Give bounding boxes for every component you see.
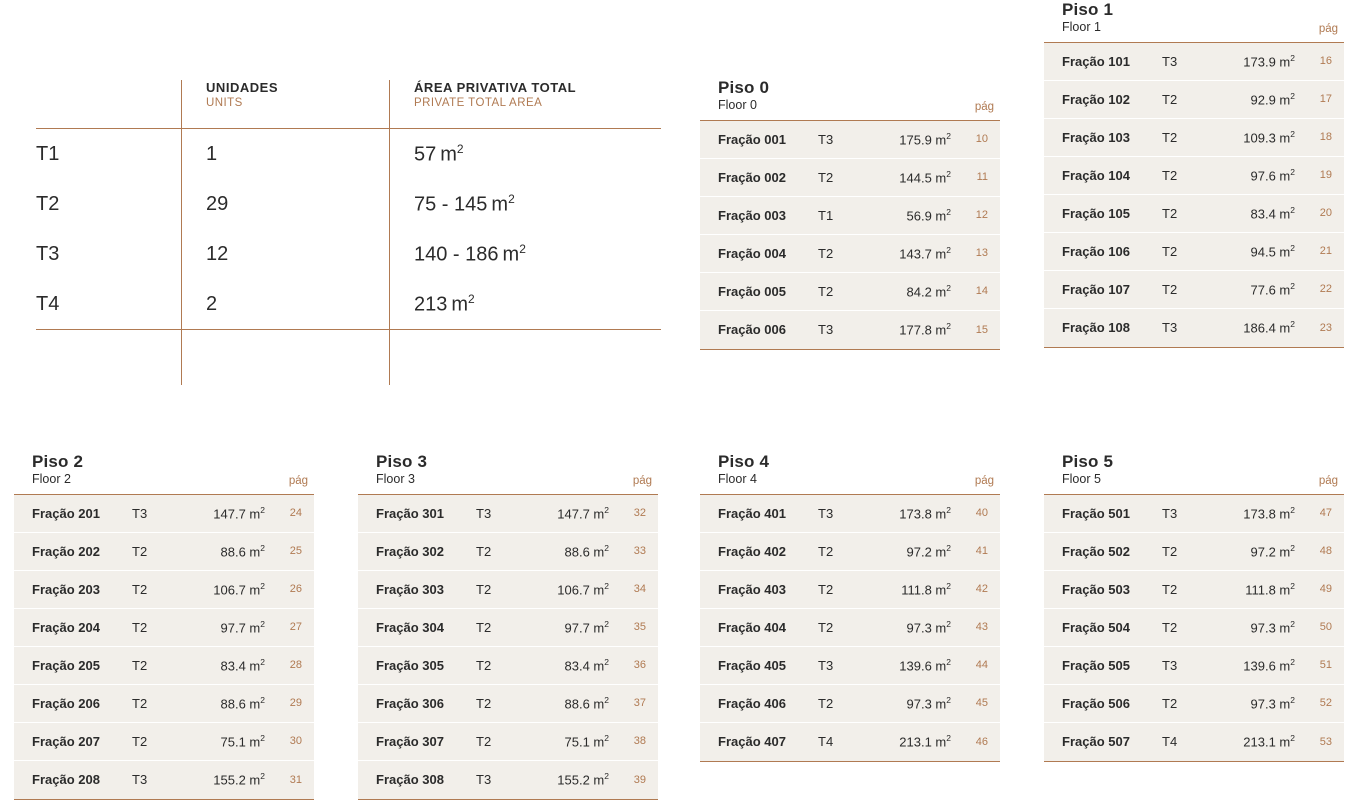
floor-title: Piso 1 bbox=[1062, 0, 1114, 19]
fraction-area: 94.5 $m^2$ bbox=[1250, 242, 1295, 260]
summary-divider-bottom bbox=[36, 329, 661, 330]
floor-header bbox=[700, 78, 1000, 120]
table-row bbox=[700, 495, 1000, 533]
fraction-typology: T2 bbox=[476, 619, 492, 635]
fraction-page-number: 23 bbox=[1319, 321, 1332, 334]
fraction-page-number: 42 bbox=[975, 583, 988, 596]
summary-cell-typology: T2 bbox=[36, 192, 60, 215]
fraction-typology: T2 bbox=[132, 695, 148, 711]
fraction-page-number: 52 bbox=[1319, 697, 1332, 710]
fraction-page-number: 33 bbox=[633, 545, 646, 558]
fraction-area: 97.2 $m^2$ bbox=[906, 542, 951, 560]
table-row bbox=[700, 159, 1000, 197]
fraction-name: Fração 307 bbox=[376, 733, 444, 749]
fraction-area: 111.8 $m^2$ bbox=[901, 580, 951, 598]
fraction-area: 106.7 $m^2$ bbox=[213, 580, 265, 598]
fraction-area: 97.7 $m^2$ bbox=[220, 618, 265, 636]
fraction-typology: T2 bbox=[132, 543, 148, 559]
summary-cell-area: 57 $m^2$ bbox=[414, 141, 464, 166]
floor-table-piso-1 bbox=[1044, 0, 1344, 348]
fraction-typology: T2 bbox=[1162, 543, 1178, 559]
table-row bbox=[1044, 723, 1344, 761]
fraction-page-number: 22 bbox=[1319, 283, 1332, 296]
fraction-typology: T3 bbox=[1162, 657, 1178, 673]
fraction-page-number: 32 bbox=[633, 507, 646, 520]
table-row bbox=[358, 761, 658, 799]
summary-cell-units: 1 bbox=[206, 142, 218, 165]
fraction-area: 175.9 $m^2$ bbox=[899, 130, 951, 148]
floor-header bbox=[14, 452, 314, 494]
fraction-area: 139.6 $m^2$ bbox=[899, 656, 951, 674]
fraction-typology: T2 bbox=[1162, 167, 1178, 183]
table-row bbox=[358, 533, 658, 571]
fraction-area: 213.1 $m^2$ bbox=[899, 733, 951, 750]
pag-label: pág bbox=[1318, 22, 1338, 35]
fraction-area: 97.2 $m^2$ bbox=[1250, 542, 1295, 560]
fraction-page-number: 19 bbox=[1319, 169, 1332, 182]
table-row bbox=[358, 495, 658, 533]
fraction-name: Fração 501 bbox=[1062, 505, 1130, 521]
table-row bbox=[14, 609, 314, 647]
fraction-area: 111.8 $m^2$ bbox=[1245, 580, 1295, 598]
table-row bbox=[1044, 685, 1344, 723]
floor-table-piso-0 bbox=[700, 78, 1000, 350]
fraction-page-number: 27 bbox=[289, 621, 302, 634]
table-row bbox=[700, 609, 1000, 647]
fraction-area: 88.6 $m^2$ bbox=[564, 542, 609, 560]
summary-row bbox=[36, 129, 661, 179]
fraction-typology: T3 bbox=[476, 505, 492, 521]
fraction-name: Fração 402 bbox=[718, 543, 786, 559]
fraction-page-number: 35 bbox=[633, 621, 646, 634]
fraction-name: Fração 308 bbox=[376, 772, 444, 788]
summary-row bbox=[36, 279, 661, 329]
fraction-name: Fração 502 bbox=[1062, 543, 1130, 559]
summary-row bbox=[36, 179, 661, 229]
summary-header-area-title: ÁREA PRIVATIVA TOTAL bbox=[414, 80, 577, 95]
floor-title: Piso 2 bbox=[32, 452, 84, 471]
summary-vline-2 bbox=[389, 80, 390, 385]
pag-label: pág bbox=[974, 474, 994, 487]
fraction-page-number: 48 bbox=[1319, 545, 1332, 558]
fraction-area: 75.1 $m^2$ bbox=[220, 732, 265, 750]
fraction-name: Fração 207 bbox=[32, 733, 100, 749]
fraction-page-number: 20 bbox=[1319, 207, 1332, 220]
fraction-page-number: 44 bbox=[975, 659, 988, 672]
fraction-name: Fração 208 bbox=[32, 772, 100, 788]
fraction-area: 97.3 $m^2$ bbox=[1250, 618, 1295, 636]
fraction-page-number: 26 bbox=[289, 583, 302, 596]
table-row bbox=[700, 533, 1000, 571]
fraction-area: 155.2 $m^2$ bbox=[557, 771, 609, 788]
table-row bbox=[1044, 609, 1344, 647]
fraction-name: Fração 106 bbox=[1062, 243, 1130, 259]
summary-cell-area: 75 - 145 $m^2$ bbox=[414, 191, 515, 216]
floor-rows bbox=[14, 494, 314, 800]
fraction-area: 92.9 $m^2$ bbox=[1250, 90, 1295, 108]
fraction-typology: T2 bbox=[132, 657, 148, 673]
table-row bbox=[1044, 195, 1344, 233]
fraction-typology: T2 bbox=[476, 657, 492, 673]
fraction-typology: T2 bbox=[1162, 129, 1178, 145]
table-row bbox=[358, 685, 658, 723]
fraction-name: Fração 103 bbox=[1062, 129, 1130, 145]
fraction-name: Fração 006 bbox=[718, 322, 786, 338]
fraction-area: 88.6 $m^2$ bbox=[220, 694, 265, 712]
table-row bbox=[1044, 233, 1344, 271]
fraction-name: Fração 002 bbox=[718, 169, 786, 185]
floor-title: Piso 0 bbox=[718, 78, 770, 97]
table-row bbox=[700, 723, 1000, 761]
summary-cell-typology: T3 bbox=[36, 242, 60, 265]
fraction-area: 97.3 $m^2$ bbox=[906, 694, 951, 712]
fraction-typology: T2 bbox=[132, 581, 148, 597]
table-row bbox=[1044, 119, 1344, 157]
fraction-page-number: 16 bbox=[1319, 55, 1332, 68]
fraction-page-number: 51 bbox=[1319, 659, 1332, 672]
fraction-typology: T3 bbox=[1162, 320, 1178, 336]
table-row bbox=[14, 723, 314, 761]
fraction-typology: T3 bbox=[1162, 505, 1178, 521]
floor-rows bbox=[358, 494, 658, 800]
fraction-area: 109.3 $m^2$ bbox=[1243, 128, 1295, 146]
fraction-name: Fração 005 bbox=[718, 283, 786, 299]
floor-rows bbox=[1044, 42, 1344, 348]
fraction-typology: T2 bbox=[476, 581, 492, 597]
fraction-page-number: 15 bbox=[975, 323, 988, 336]
summary-cell-units: 12 bbox=[206, 242, 229, 265]
summary-rows bbox=[36, 129, 661, 329]
floor-table-piso-3 bbox=[358, 452, 658, 800]
fraction-name: Fração 305 bbox=[376, 657, 444, 673]
fraction-name: Fração 406 bbox=[718, 695, 786, 711]
fraction-name: Fração 303 bbox=[376, 581, 444, 597]
fraction-page-number: 21 bbox=[1319, 245, 1332, 258]
fraction-typology: T4 bbox=[818, 734, 834, 750]
floor-rows bbox=[700, 494, 1000, 762]
fraction-area: 83.4 $m^2$ bbox=[564, 656, 609, 674]
summary-cell-units: 2 bbox=[206, 292, 218, 315]
floor-header bbox=[1044, 0, 1344, 42]
fraction-page-number: 36 bbox=[633, 659, 646, 672]
fraction-area: 56.9 $m^2$ bbox=[906, 206, 951, 224]
table-row bbox=[1044, 81, 1344, 119]
pag-label: pág bbox=[1318, 474, 1338, 487]
summary-header-area bbox=[389, 80, 661, 128]
fraction-area: 143.7 $m^2$ bbox=[899, 244, 951, 262]
table-row bbox=[1044, 157, 1344, 195]
fraction-name: Fração 101 bbox=[1062, 53, 1130, 69]
summary-cell-typology: T1 bbox=[36, 142, 60, 165]
floor-subtitle: Floor 2 bbox=[32, 471, 71, 486]
summary-header-typology bbox=[36, 80, 181, 128]
fraction-typology: T2 bbox=[476, 733, 492, 749]
summary-vline-1 bbox=[181, 80, 182, 385]
fraction-name: Fração 505 bbox=[1062, 657, 1130, 673]
fraction-name: Fração 206 bbox=[32, 695, 100, 711]
fraction-name: Fração 203 bbox=[32, 581, 100, 597]
fraction-name: Fração 401 bbox=[718, 505, 786, 521]
floor-table-piso-2 bbox=[14, 452, 314, 800]
table-row bbox=[700, 273, 1000, 311]
table-row bbox=[14, 647, 314, 685]
fraction-area: 83.4 $m^2$ bbox=[220, 656, 265, 674]
fraction-area: 177.8 $m^2$ bbox=[899, 321, 951, 338]
fraction-name: Fração 108 bbox=[1062, 320, 1130, 336]
fraction-page-number: 45 bbox=[975, 697, 988, 710]
table-row bbox=[700, 685, 1000, 723]
fraction-page-number: 41 bbox=[975, 545, 988, 558]
floor-subtitle: Floor 0 bbox=[718, 97, 757, 112]
fraction-area: 97.3 $m^2$ bbox=[906, 618, 951, 636]
floor-subtitle: Floor 4 bbox=[718, 471, 757, 486]
floor-subtitle: Floor 5 bbox=[1062, 471, 1101, 486]
fraction-area: 88.6 $m^2$ bbox=[220, 542, 265, 560]
floor-rows bbox=[1044, 494, 1344, 762]
fraction-area: 97.7 $m^2$ bbox=[564, 618, 609, 636]
fraction-page-number: 37 bbox=[633, 697, 646, 710]
table-row bbox=[1044, 495, 1344, 533]
fraction-area: 97.3 $m^2$ bbox=[1250, 694, 1295, 712]
fraction-name: Fração 507 bbox=[1062, 734, 1130, 750]
table-row bbox=[1044, 533, 1344, 571]
fraction-page-number: 12 bbox=[975, 209, 988, 222]
fraction-area: 88.6 $m^2$ bbox=[564, 694, 609, 712]
fraction-name: Fração 301 bbox=[376, 505, 444, 521]
fraction-page-number: 17 bbox=[1319, 93, 1332, 106]
fraction-page-number: 39 bbox=[633, 773, 646, 786]
table-row bbox=[1044, 43, 1344, 81]
floor-header bbox=[1044, 452, 1344, 494]
table-row bbox=[358, 609, 658, 647]
fraction-area: 77.6 $m^2$ bbox=[1250, 280, 1295, 298]
summary-header-units bbox=[181, 80, 389, 128]
fraction-typology: T2 bbox=[132, 619, 148, 635]
fraction-typology: T2 bbox=[1162, 205, 1178, 221]
table-row bbox=[700, 647, 1000, 685]
table-row bbox=[14, 495, 314, 533]
fraction-page-number: 43 bbox=[975, 621, 988, 634]
fraction-name: Fração 306 bbox=[376, 695, 444, 711]
summary-header-area-subtitle: PRIVATE TOTAL AREA bbox=[414, 97, 543, 110]
pag-label: pág bbox=[632, 474, 652, 487]
typology-summary-table bbox=[36, 80, 661, 330]
fraction-area: 139.6 $m^2$ bbox=[1243, 656, 1295, 674]
floor-subtitle: Floor 3 bbox=[376, 471, 415, 486]
fraction-page-number: 34 bbox=[633, 583, 646, 596]
table-row bbox=[14, 533, 314, 571]
fraction-name: Fração 405 bbox=[718, 657, 786, 673]
summary-row bbox=[36, 229, 661, 279]
fraction-typology: T2 bbox=[818, 581, 834, 597]
fraction-area: 173.8 $m^2$ bbox=[1243, 504, 1295, 522]
table-row bbox=[1044, 309, 1344, 347]
fraction-page-number: 53 bbox=[1319, 735, 1332, 748]
summary-header-units-title: UNIDADES bbox=[206, 80, 279, 95]
fraction-page-number: 14 bbox=[975, 285, 988, 298]
fraction-name: Fração 107 bbox=[1062, 281, 1130, 297]
table-row bbox=[700, 311, 1000, 349]
fraction-page-number: 49 bbox=[1319, 583, 1332, 596]
fraction-name: Fração 105 bbox=[1062, 205, 1130, 221]
fraction-typology: T2 bbox=[1162, 281, 1178, 297]
fraction-area: 144.5 $m^2$ bbox=[899, 168, 951, 186]
fraction-name: Fração 404 bbox=[718, 619, 786, 635]
summary-cell-area: 140 - 186 $m^2$ bbox=[414, 241, 526, 266]
fraction-typology: T2 bbox=[1162, 581, 1178, 597]
fraction-name: Fração 202 bbox=[32, 543, 100, 559]
fraction-name: Fração 503 bbox=[1062, 581, 1130, 597]
floor-subtitle: Floor 1 bbox=[1062, 19, 1101, 34]
fraction-name: Fração 104 bbox=[1062, 167, 1130, 183]
floor-title: Piso 5 bbox=[1062, 452, 1114, 471]
fraction-typology: T2 bbox=[1162, 695, 1178, 711]
fraction-typology: T2 bbox=[1162, 243, 1178, 259]
fraction-name: Fração 506 bbox=[1062, 695, 1130, 711]
floor-header bbox=[358, 452, 658, 494]
fraction-typology: T3 bbox=[818, 131, 834, 147]
summary-grid bbox=[36, 80, 661, 330]
fraction-area: 83.4 $m^2$ bbox=[1250, 204, 1295, 222]
fraction-typology: T3 bbox=[476, 772, 492, 788]
fraction-name: Fração 403 bbox=[718, 581, 786, 597]
fraction-typology: T2 bbox=[818, 283, 834, 299]
floor-table-piso-4 bbox=[700, 452, 1000, 762]
fraction-page-number: 24 bbox=[289, 507, 302, 520]
fraction-area: 147.7 $m^2$ bbox=[213, 504, 265, 522]
fraction-area: 173.8 $m^2$ bbox=[899, 504, 951, 522]
fraction-typology: T2 bbox=[818, 245, 834, 261]
table-row bbox=[1044, 571, 1344, 609]
pag-label: pág bbox=[974, 100, 994, 113]
fraction-typology: T3 bbox=[132, 772, 148, 788]
table-row bbox=[700, 235, 1000, 273]
fraction-page-number: 25 bbox=[289, 545, 302, 558]
fraction-page-number: 10 bbox=[975, 133, 988, 146]
fraction-page-number: 28 bbox=[289, 659, 302, 672]
fraction-area: 97.6 $m^2$ bbox=[1250, 166, 1295, 184]
fraction-name: Fração 201 bbox=[32, 505, 100, 521]
fraction-area: 186.4 $m^2$ bbox=[1243, 319, 1295, 336]
fraction-page-number: 46 bbox=[975, 735, 988, 748]
table-row bbox=[700, 571, 1000, 609]
fraction-name: Fração 304 bbox=[376, 619, 444, 635]
summary-cell-area: 213 $m^2$ bbox=[414, 291, 475, 316]
summary-cell-units: 29 bbox=[206, 192, 229, 215]
fraction-page-number: 40 bbox=[975, 507, 988, 520]
table-row bbox=[1044, 271, 1344, 309]
fraction-area: 155.2 $m^2$ bbox=[213, 771, 265, 788]
pag-label: pág bbox=[288, 474, 308, 487]
fraction-typology: T2 bbox=[818, 619, 834, 635]
fraction-page-number: 29 bbox=[289, 697, 302, 710]
fraction-area: 147.7 $m^2$ bbox=[557, 504, 609, 522]
fraction-page-number: 18 bbox=[1319, 131, 1332, 144]
summary-cell-typology: T4 bbox=[36, 292, 60, 315]
fraction-page-number: 11 bbox=[976, 171, 988, 184]
fraction-page-number: 30 bbox=[289, 735, 302, 748]
fraction-typology: T2 bbox=[818, 543, 834, 559]
fraction-name: Fração 102 bbox=[1062, 91, 1130, 107]
floor-title: Piso 4 bbox=[718, 452, 770, 471]
fraction-typology: T2 bbox=[476, 695, 492, 711]
fraction-typology: T3 bbox=[818, 322, 834, 338]
fraction-page-number: 38 bbox=[633, 735, 646, 748]
fraction-typology: T3 bbox=[818, 505, 834, 521]
floor-table-piso-5 bbox=[1044, 452, 1344, 762]
summary-header-row bbox=[36, 80, 661, 128]
fraction-area: 213.1 $m^2$ bbox=[1243, 733, 1295, 750]
fraction-name: Fração 205 bbox=[32, 657, 100, 673]
summary-header-units-subtitle: UNITS bbox=[206, 97, 243, 110]
table-row bbox=[700, 121, 1000, 159]
fraction-typology: T2 bbox=[1162, 619, 1178, 635]
fraction-typology: T2 bbox=[818, 695, 834, 711]
fraction-typology: T4 bbox=[1162, 734, 1178, 750]
fraction-name: Fração 302 bbox=[376, 543, 444, 559]
table-row bbox=[1044, 647, 1344, 685]
fraction-area: 84.2 $m^2$ bbox=[906, 282, 951, 300]
fraction-typology: T2 bbox=[132, 733, 148, 749]
table-row bbox=[14, 685, 314, 723]
table-row bbox=[14, 571, 314, 609]
table-row bbox=[14, 761, 314, 799]
table-row bbox=[358, 723, 658, 761]
fraction-page-number: 13 bbox=[975, 247, 988, 260]
floor-rows bbox=[700, 120, 1000, 350]
table-row bbox=[700, 197, 1000, 235]
fraction-page-number: 50 bbox=[1319, 621, 1332, 634]
fraction-area: 106.7 $m^2$ bbox=[557, 580, 609, 598]
fraction-name: Fração 001 bbox=[718, 131, 786, 147]
fraction-name: Fração 004 bbox=[718, 245, 786, 261]
table-row bbox=[358, 647, 658, 685]
fraction-typology: T3 bbox=[132, 505, 148, 521]
fraction-page-number: 31 bbox=[289, 773, 302, 786]
floor-title: Piso 3 bbox=[376, 452, 428, 471]
fraction-typology: T2 bbox=[818, 169, 834, 185]
fraction-area: 173.9 $m^2$ bbox=[1243, 52, 1295, 70]
fraction-typology: T3 bbox=[1162, 53, 1178, 69]
fraction-typology: T2 bbox=[476, 543, 492, 559]
fraction-page-number: 47 bbox=[1319, 507, 1332, 520]
fraction-typology: T2 bbox=[1162, 91, 1178, 107]
fraction-area: 75.1 $m^2$ bbox=[564, 732, 609, 750]
fraction-name: Fração 204 bbox=[32, 619, 100, 635]
fraction-name: Fração 407 bbox=[718, 734, 786, 750]
fraction-name: Fração 504 bbox=[1062, 619, 1130, 635]
table-row bbox=[358, 571, 658, 609]
fraction-typology: T1 bbox=[818, 207, 834, 223]
fraction-typology: T3 bbox=[818, 657, 834, 673]
fraction-name: Fração 003 bbox=[718, 207, 786, 223]
floor-header bbox=[700, 452, 1000, 494]
